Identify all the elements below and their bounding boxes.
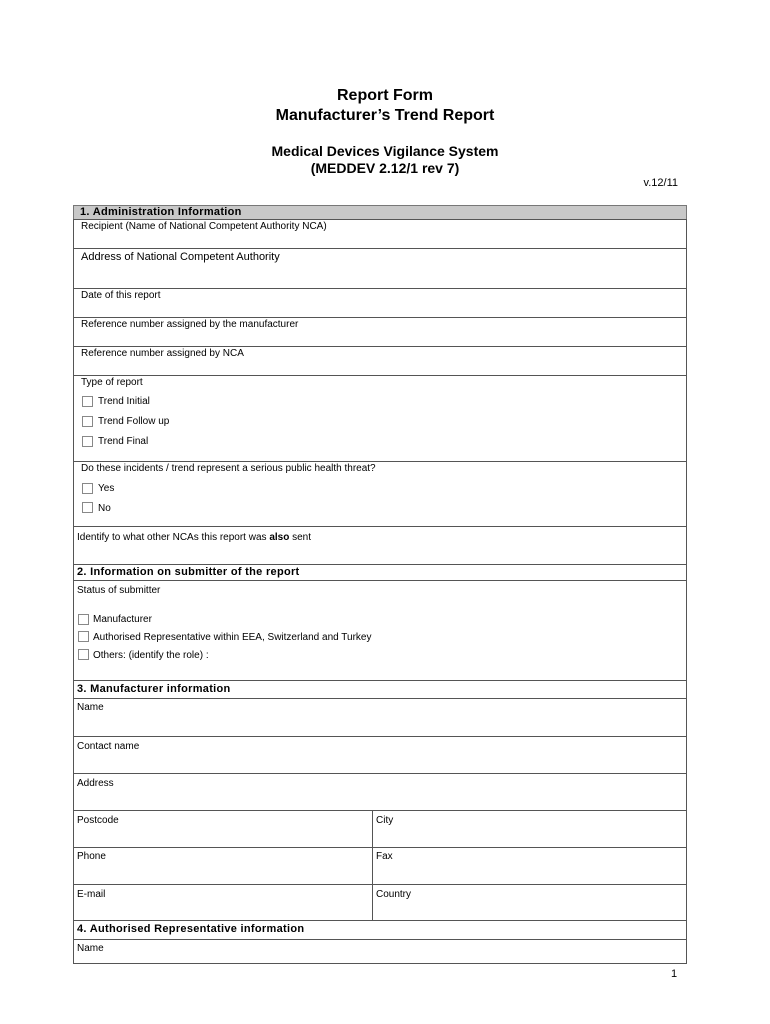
submitter-status-group [73,580,687,681]
nca-reference-field[interactable] [73,346,687,376]
postcode-city-row [73,810,687,848]
section3-header [73,680,687,699]
others-checkbox[interactable] [78,649,89,660]
section4-heading: 4. Authorised Representative information [77,923,305,935]
section2-heading: 2. Information on submitter of the report [77,566,300,578]
manufacturer-name-field[interactable] [73,698,687,737]
threat-no-label: No [98,503,111,514]
nca-reference-label: Reference number assigned by NCA [81,348,244,359]
recipient-label: Recipient (Name of National Competent Authority NCA) [81,221,327,232]
trend-initial-checkbox[interactable] [82,396,93,407]
email-country-row [73,884,687,921]
phone-fax-row [73,847,687,885]
nca-address-field[interactable] [73,248,687,289]
country-label: Country [376,889,412,900]
trend-follow-up-label: Trend Follow up [98,416,170,427]
authorised-rep-checkbox[interactable] [78,631,89,642]
authorised-rep-name-label: Name [77,943,104,954]
phone-label: Phone [77,851,106,862]
contact-name-label: Contact name [77,741,140,752]
section3-heading: 3. Manufacturer information [77,683,231,695]
system-name: Medical Devices Vigilance System [271,143,499,159]
report-type-group [73,375,687,462]
trend-final-label: Trend Final [98,436,149,447]
form-subtitle: Manufacturer’s Trend Report [275,107,495,124]
manufacturer-checkbox[interactable] [78,614,89,625]
trend-final-checkbox[interactable] [82,436,93,447]
column-divider [372,810,373,921]
trend-follow-up-checkbox[interactable] [82,416,93,427]
authorised-rep-name-field[interactable] [73,939,687,964]
page-number: 1 [671,968,678,980]
section1-heading: 1. Administration Information [80,206,242,218]
section1-header [73,205,687,220]
recipient-field[interactable] [73,219,687,249]
section4-header [73,920,687,940]
submitter-status-label: Status of submitter [77,585,161,596]
others-option-label: Others: (identify the role) : [93,650,209,661]
authorised-rep-option-label: Authorised Representative within EEA, Switzerland and Turkey [93,632,372,643]
trend-initial-label: Trend Initial [98,396,150,407]
threat-yes-label: Yes [98,483,115,494]
manufacturer-address-label: Address [77,778,114,789]
email-label: E-mail [77,889,106,900]
health-threat-question: Do these incidents / trend represent a serious public health threat? [81,463,376,474]
form-title: Report Form [337,87,433,104]
section2-header [73,564,687,581]
manufacturer-reference-label: Reference number assigned by the manufacturer [81,319,299,330]
threat-no-checkbox[interactable] [82,502,93,513]
fax-label: Fax [376,851,393,862]
report-date-label: Date of this report [81,290,161,301]
postcode-label: Postcode [77,815,119,826]
report-type-label: Type of report [81,377,143,388]
manufacturer-option-label: Manufacturer [93,614,152,625]
system-reference: (MEDDEV 2.12/1 rev 7) [310,160,460,176]
report-date-field[interactable] [73,288,687,318]
other-ncas-label: Identify to what other NCAs this report was also sent [77,532,312,543]
version-label: v.12/11 [643,177,678,189]
manufacturer-address-field[interactable] [73,773,687,811]
threat-yes-checkbox[interactable] [82,483,93,494]
manufacturer-reference-field[interactable] [73,317,687,347]
nca-address-label: Address of National Competent Authority [81,251,280,263]
other-ncas-field[interactable] [73,526,687,565]
city-label: City [376,815,394,826]
manufacturer-name-label: Name [77,702,104,713]
health-threat-group [73,461,687,527]
contact-name-field[interactable] [73,736,687,774]
